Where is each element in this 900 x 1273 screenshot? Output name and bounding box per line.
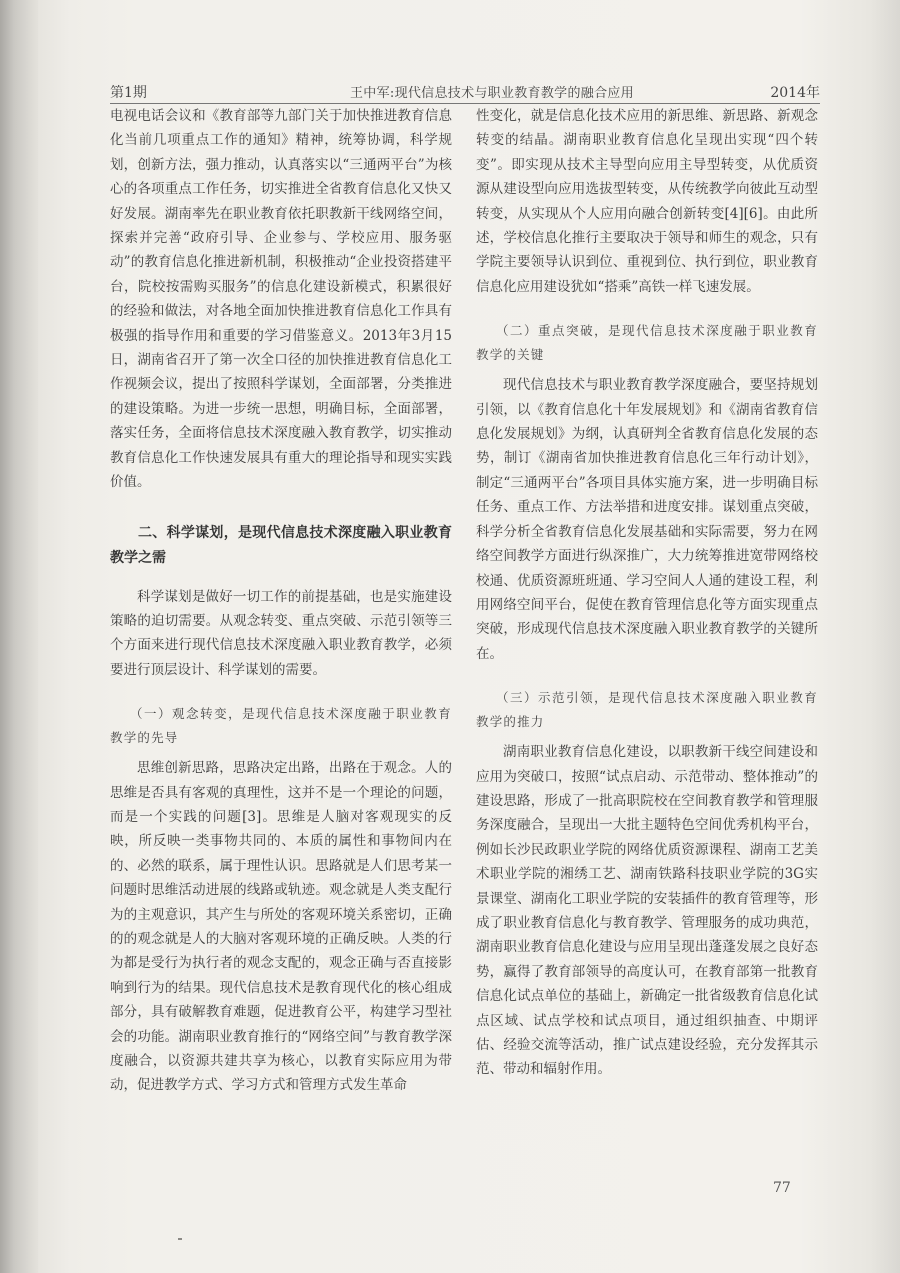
running-title: 王中军:现代信息技术与职业教育教学的融合应用 [350, 86, 634, 101]
right-column [476, 104, 818, 1082]
publication-year: 2014年 [770, 85, 820, 101]
section-heading: 二、科学谋划，是现代信息技术深度融入职业教育教学之需 [110, 524, 452, 566]
scan-speck [178, 1238, 182, 1240]
paragraph: 现代信息技术与职业教育教学深度融合，要坚持规划引领，以《教育信息化十年发展规划》和《湖南省教育信息化发展规划》为纲，认真研判全省教育信息化发展的态势，制订《湖南省加快推进教育信息化三年行动计划》，制定“三通两平台”各项目具体实施方案，进一步明确目标任务、重点工作、方法举措和进度安排。谋划重点突破，科学分析全省教育信息化发展基础和实际需要，努力在网络空间教学方面进行纵深推广，大力统筹推进宽带网络校校通、优质资源班班通、学习空间人人通的建设工程，利用网络空间平台，促使在教育管理信息化等方面实现重点突破，形成现代信息技术深度融入职业教育教学的关键所在。 [476, 377, 818, 662]
running-header [110, 82, 820, 104]
issue-number: 第1期 [110, 85, 147, 101]
paragraph: 电视电话会议和《教育部等九部门关于加快推进教育信息化当前几项重点工作的通知》精神，统筹协调，科学规划，创新方法，强力推动，认真落实以“三通两平台”为核心的各项重点工作任务，切实推进全省教育信息化又快又好发展。湖南率先在职业教育依托职教新干线网络空间，探索并完善“政府引导、企业参与、学校应用、服务驱动”的教育信息化推进新机制，积极推动“企业投资搭建平台，院校按需购买服务”的信息化建设新模式，积累很好的经验和做法，对各地全面加快推进教育信息化工作具有极强的指导作用和重要的学习借鉴意义。2013年3月15日，湖南省召开了第一次全口径的加快推进教育信息化工作视频会议，提出了按照科学谋划，全面部署，分类推进的建设策略。为进一步统一思想，明确目标，全面部署，落实任务，全面将信息技术深度融入教育教学，切实推动教育信息化工作快速发展具有重大的理论指导和现实实践价值。 [110, 108, 452, 491]
binding-shadow [0, 0, 38, 1273]
paragraph: 湖南职业教育信息化建设，以职教新干线空间建设和应用为突破口，按照“试点启动、示范带动、整体推动”的建设思路，形成了一批高职院校在空间教育教学和管理服务深度融合，呈现出一大批主题特色空间优秀机构平台，例如长沙民政职业学院的网络优质资源课程、湖南工艺美术职业学院的湘绣工艺、湖南铁路科技职业学院的3G实景课堂、湖南化工职业学院的安装插件的教育管理等，形成了职业教育信息化与教育教学、管理服务的成功典范，湖南职业教育信息化建设与应用呈现出蓬蓬发展之良好态势，赢得了教育部领导的高度认可，在教育部第一批教育信息化试点单位的基础上，新确定一批省级教育信息化试点区域、试点学校和试点项目，通过组织抽查、中期评估、经验交流等活动，推广试点建设经验，充分发挥其示范、带动和辐射作用。 [476, 744, 818, 1078]
subsection-heading: （三）示范引领，是现代信息技术深度融入职业教育教学的推力 [476, 690, 818, 730]
paragraph: 科学谋划是做好一切工作的前提基础，也是实施建设策略的迫切需要。从观念转变、重点突破、示范引领等三个方面来进行现代信息技术深度融入职业教育教学，必须要进行顶层设计、科学谋划的需要。 [110, 588, 452, 678]
paragraph: 思维创新思路，思路决定出路，出路在于观念。人的思维是否具有客观的真理性，这并不是一个理论的问题，而是一个实践的问题[3]。思维是人脑对客观现实的反映，所反映一类事物共同的、本质的属性和事物间内在的、必然的联系，属于理性认识。思路就是人们思考某一问题时思维活动进展的线路或轨迹。观念就是人类支配行为的主观意识，其产生与所处的客观环境关系密切，正确的的观念就是人的大脑对客观环境的正确反映。人类的行为都是受行为执行者的观念支配的，观念正确与否直接影响到行为的结果。现代信息技术是教育现代化的核心组成部分，具有破解教育难题，促进教育公平，构建学习型社会的功能。湖南职业教育推行的“网络空间”与教育教学深度融合，以资源共建共享为核心，以教育实际应用为带动，促进教学方式、学习方式和管理方式发生革命 [110, 760, 452, 1094]
paragraph: 性变化，就是信息化技术应用的新思维、新思路、新观念转变的结晶。湖南职业教育信息化呈现出实现“四个转变”。即实现从技术主导型向应用主导型转变，从优质资源从建设型向应用选拔型转变，从传统教学向彼此互动型转变，从实现从个人应用向融合创新转变[4][6]。由此所述，学校信息化推行主要取决于领导和师生的观念，只有学院主要领导认识到位、重视到位、执行到位，职业教育信息化应用建设犹如“搭乘”高铁一样飞速发展。 [476, 108, 818, 295]
subsection-heading: （二）重点突破，是现代信息技术深度融于职业教育教学的关键 [476, 323, 818, 363]
left-column [110, 104, 452, 1098]
subsection-heading: （一）观念转变，是现代信息技术深度融于职业教育教学的先导 [110, 706, 452, 746]
page-number: 77 [773, 1180, 791, 1196]
